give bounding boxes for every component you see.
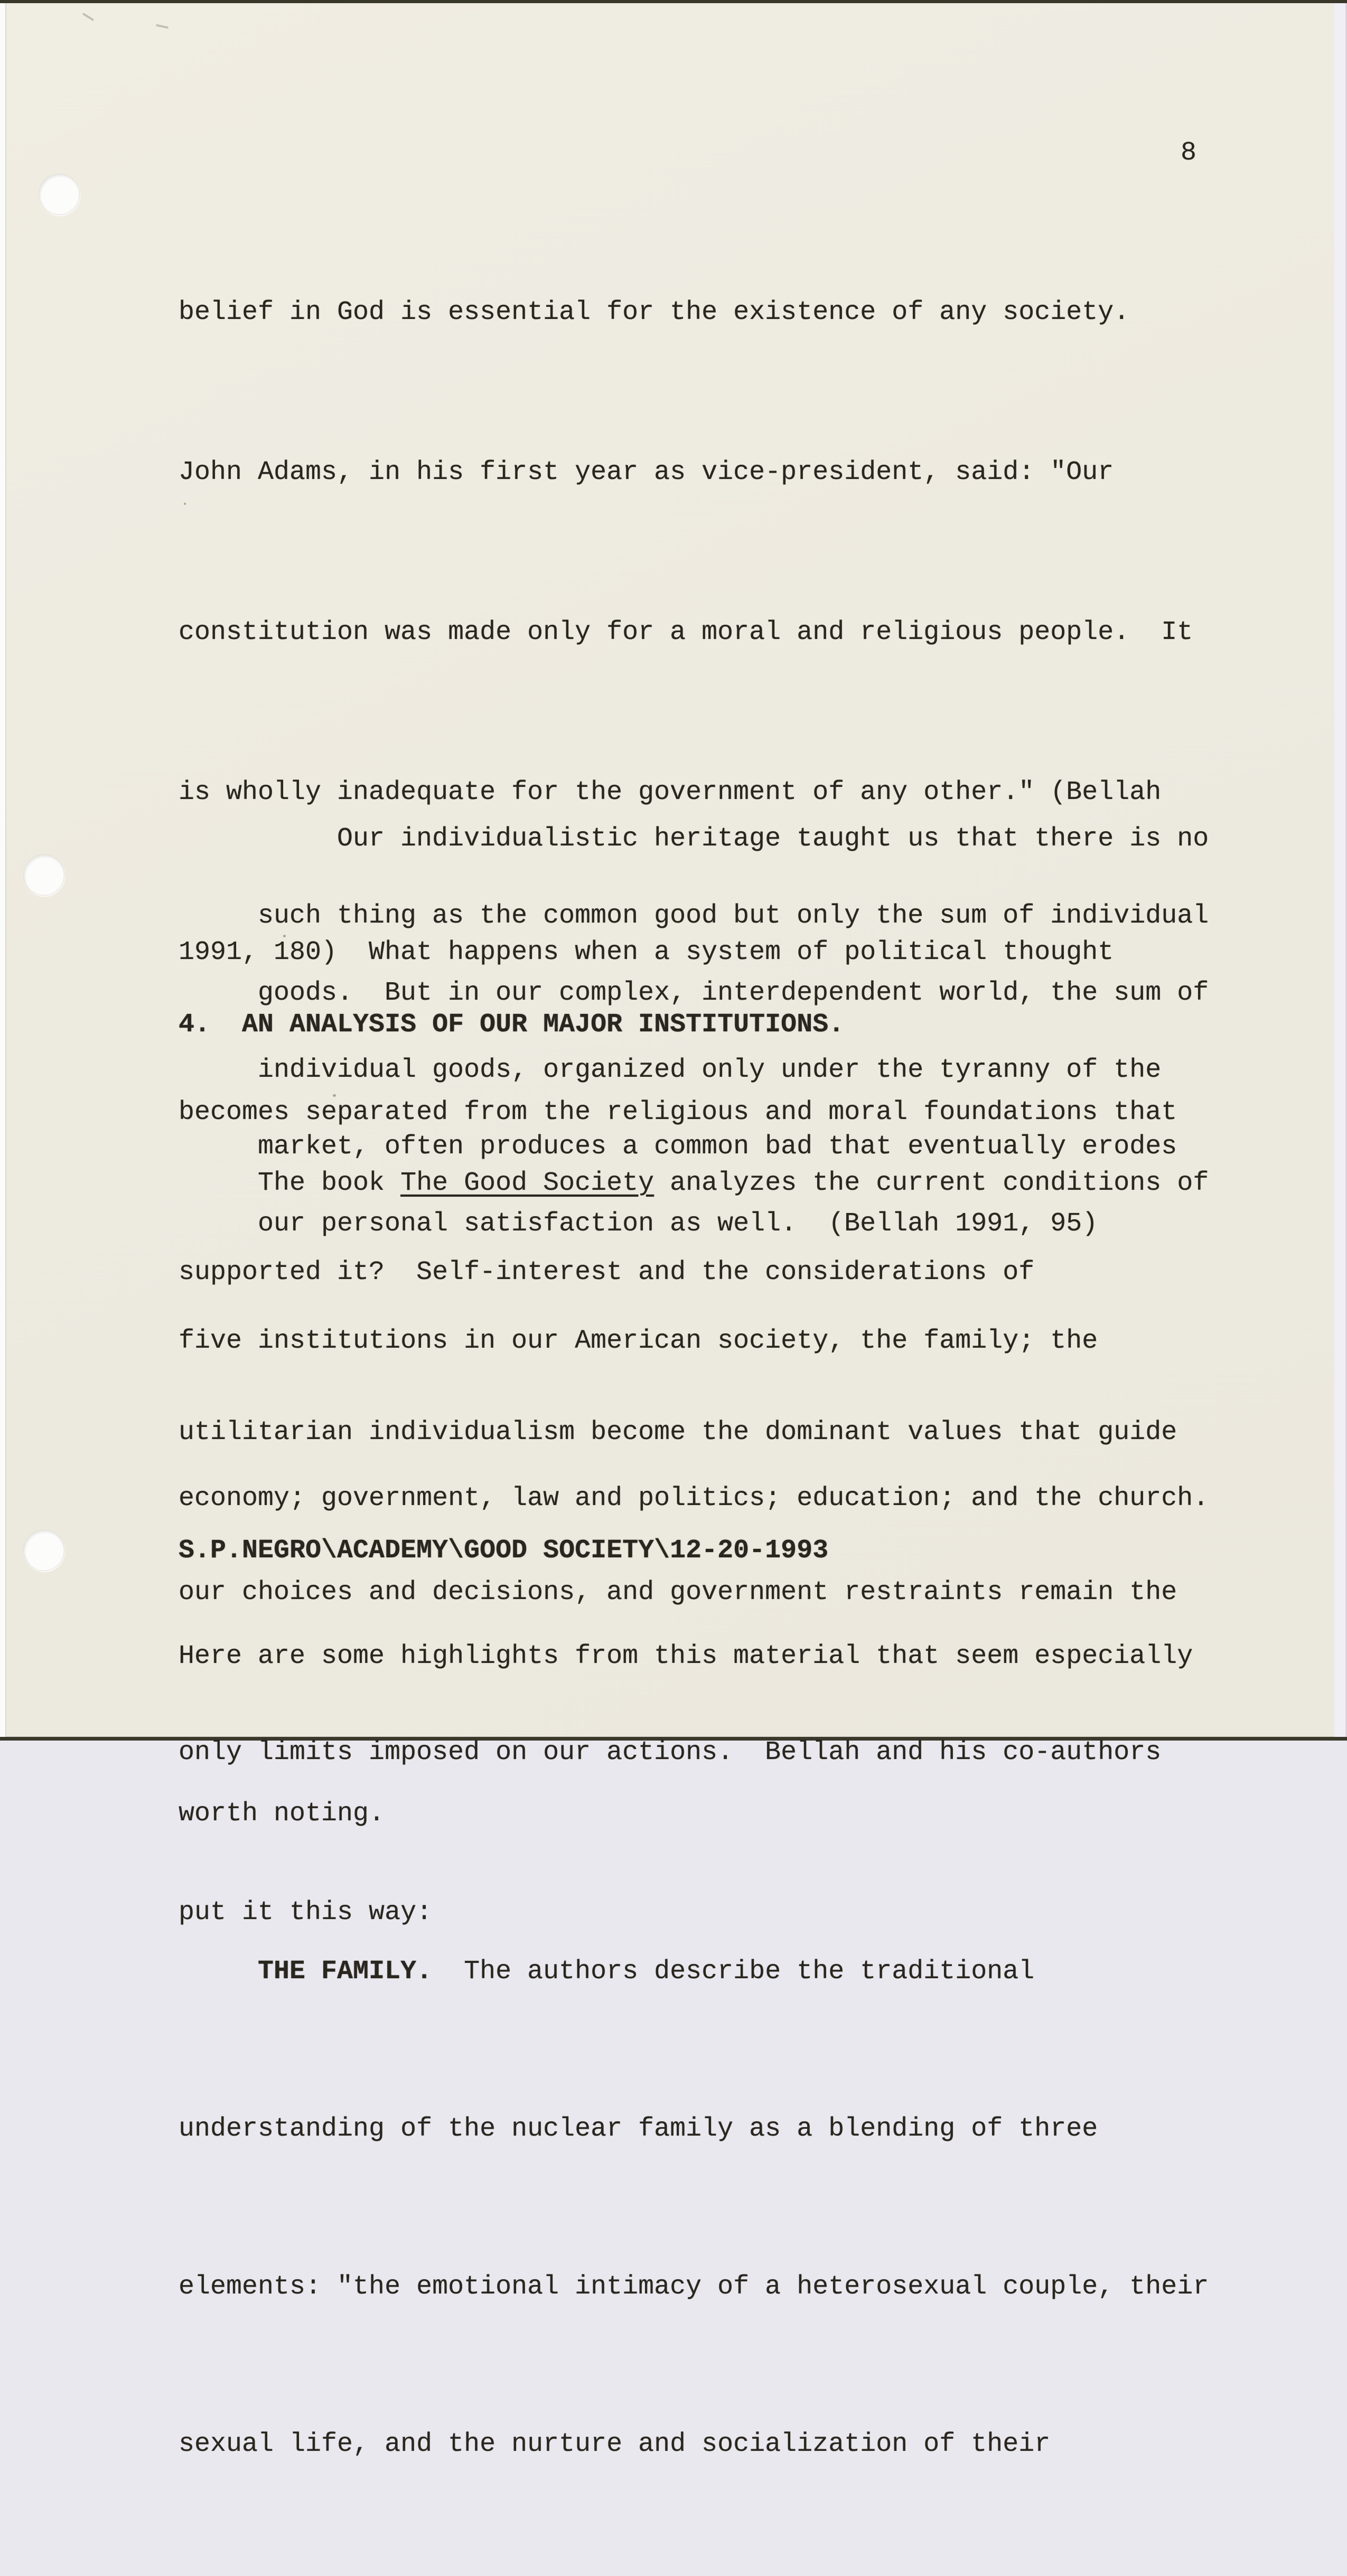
typed-line: market, often produces a common bad that eventually erodes: [258, 1132, 1177, 1162]
typed-line: our choices and decisions, and government restraints remain the: [179, 1577, 1177, 1607]
punch-hole-top: [39, 174, 80, 215]
typed-text: The authors describe the traditional: [432, 1956, 1035, 1987]
scan-background-right: [1334, 0, 1347, 1741]
typed-line: five institutions in our American society, the family; the: [179, 1325, 1098, 1356]
typed-text: [179, 1957, 258, 1987]
typed-line: worth noting.: [179, 1799, 385, 1829]
typed-line: supported it? Self-interest and the considerations of: [179, 1257, 1035, 1287]
typed-line: 1991, 180) What happens when a system of political thought: [179, 937, 1114, 967]
typed-line: economy; government, law and politics; education; and the church.: [179, 1483, 1209, 1513]
typed-line: Here are some highlights from this material that seem especially: [179, 1641, 1193, 1671]
typed-line: goods. But in our complex, interdependent world, the sum of: [258, 977, 1209, 1008]
typed-line: understanding of the nuclear family as a blending of three: [179, 2114, 1098, 2144]
typed-line: Our individualistic heritage taught us that there is no: [258, 824, 1209, 854]
typed-line: utilitarian individualism become the dominant values that guide: [179, 1417, 1177, 1447]
typed-line: constitution was made only for a moral and religious people. It: [179, 617, 1193, 647]
typed-line: John Adams, in his first year as vice-president, said: "Our: [179, 457, 1114, 487]
typed-line: sexual life, and the nurture and socialization of their: [179, 2429, 1051, 2459]
paragraph-institutions: [179, 1052, 1209, 2576]
typed-text: The book: [179, 1168, 401, 1198]
family-subheading: THE FAMILY.: [258, 1956, 433, 1987]
page-number: 8: [1181, 138, 1197, 168]
typed-line: only limits imposed on our actions. Bellah and his co-authors: [179, 1737, 1162, 1768]
typed-line: [179, 1157, 1209, 1210]
punch-hole-bottom: [23, 1530, 64, 1571]
punch-hole-middle: [23, 854, 64, 896]
typed-line: is wholly inadequate for the government of any other." (Bellah: [179, 777, 1162, 807]
typed-line: individual goods, organized only under the tyranny of the: [258, 1055, 1162, 1085]
book-title-underlined: The Good Society: [400, 1168, 654, 1198]
typed-line: belief in God is essential for the existence of any society.: [179, 297, 1130, 327]
typed-text: analyzes the current conditions of: [654, 1168, 1209, 1198]
section-heading: 4. AN ANALYSIS OF OUR MAJOR INSTITUTIONS.: [179, 1010, 845, 1040]
typed-line: put it this way:: [179, 1897, 433, 1928]
typed-line: becomes separated from the religious and moral foundations that: [179, 1097, 1177, 1127]
document-footer-id: S.P.NEGRO\ACADEMY\GOOD SOCIETY\12-20-1993: [179, 1536, 829, 1566]
typed-line: our personal satisfaction as well. (Bellah 1991, 95): [258, 1209, 1098, 1239]
typed-line: such thing as the common good but only the sum of individual: [258, 900, 1209, 931]
typed-line: [179, 1945, 1209, 1998]
typed-line: elements: "the emotional intimacy of a heterosexual couple, their: [179, 2271, 1209, 2302]
